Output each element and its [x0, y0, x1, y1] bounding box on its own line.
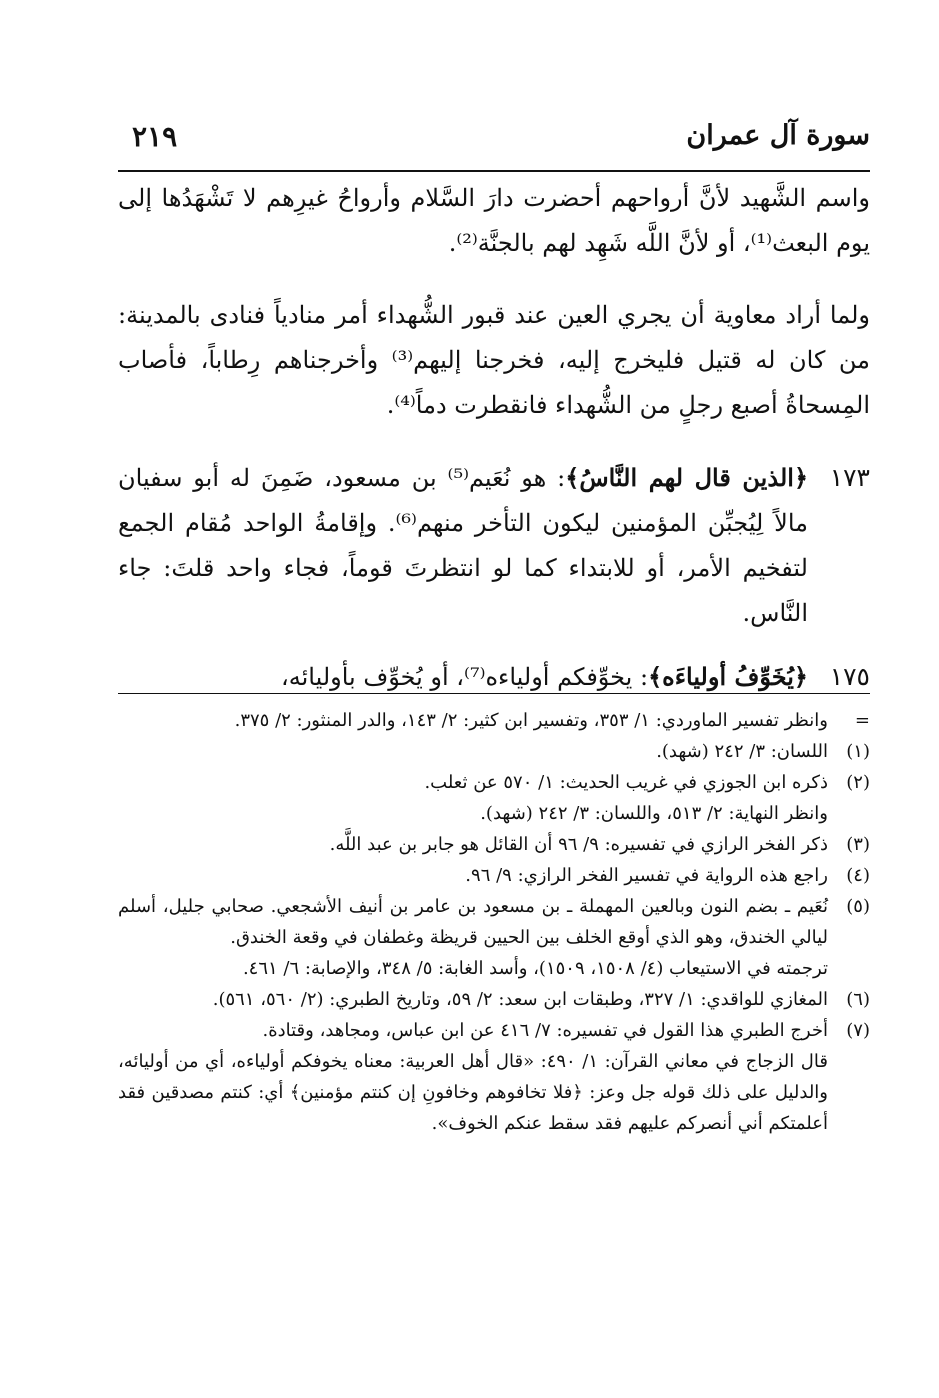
footnote-4	[118, 860, 870, 891]
verse-commentary-text	[118, 455, 808, 636]
surah-title: سورة آل عمران	[686, 120, 870, 151]
footnote-rule	[118, 693, 870, 694]
header-rule	[118, 170, 870, 172]
verse-number: ١٧٣	[829, 463, 870, 492]
footnote-5	[118, 891, 870, 984]
footnote-continued	[118, 705, 870, 736]
commentary: : يخوِّفكم أولياءه⁽⁷⁾، أو يُخوِّف بأوليائه،	[280, 663, 649, 691]
footnote-text: قال الزجاج في معاني القرآن: ١/ ٤٩٠: «قال أهل العربية: معناه يخوفكم أولياءه، أي من أوليائه، والدليل على ذلك قوله جل وعز: ﴿فلا تخافوهم وخافونِ إن كنتم مؤمنين﴾ أي: كنتم مصدقين فقد أعلمتكم أني أنصركم عليهم فقد سقط عنكم الخوف».	[118, 1051, 828, 1134]
footnote-text: اللسان: ٣/ ٢٤٢ (شهد).	[656, 741, 828, 762]
quran-quote: ﴿الذين قال لهم النَّاسُ﴾	[565, 463, 809, 492]
footnote-mark: (٧)	[846, 1020, 870, 1041]
footnote-mark: (١)	[846, 741, 870, 762]
footnote-text: وانظر تفسير الماوردي: ١/ ٣٥٣، وتفسير ابن كثير: ٢/ ١٤٣، والدر المنثور: ٢/ ٣٧٥.	[234, 710, 828, 731]
footnote-6	[118, 984, 870, 1015]
footnote-mark: (٥)	[846, 896, 870, 917]
footnote-text: ذكر الفخر الرازي في تفسيره: ٩/ ٩٦ أن القائل هو جابر بن عبد اللَّه.	[329, 834, 828, 855]
footnote-mark: (٤)	[846, 865, 870, 886]
verse-173-commentary	[118, 455, 870, 636]
footnote-mark: (٢)	[846, 772, 870, 793]
footnote-text: راجع هذه الرواية في تفسير الفخر الرازي: ٩/ ٩٦.	[465, 865, 828, 886]
page-header	[118, 120, 870, 160]
commentary: : هو نُعَيم⁽⁵⁾ بن مسعود، ضَمِنَ له أبو سفيان مالاً لِيُجبِّن المؤمنين ليكون التأخر منهم⁽⁶⁾. وإقامةُ الواحد مُقام الجمع لتفخيم الأمر، أو للابتداء كما لو انتظرتَ قوماً، فجاء واحد قلتَ: جاء النَّاس.	[118, 464, 808, 627]
footnote-7	[118, 1015, 870, 1139]
footnotes	[118, 705, 870, 1139]
footnote-text: ترجمته في الاستيعاب (٤/ ١٥٠٨، ١٥٠٩)، وأسد الغابة: ٥/ ٣٤٨، والإصابة: ٦/ ٤٦١.	[242, 958, 828, 979]
footnote-3	[118, 829, 870, 860]
footnote-mark: =	[854, 710, 870, 731]
footnote-text: أخرج الطبري هذا القول في تفسيره: ٧/ ٤١٦ عن ابن عباس، ومجاهد، وقتادة.	[262, 1020, 828, 1041]
verse-number: ١٧٥	[829, 662, 870, 691]
footnote-text: نُعَيم ـ بضم النون وبالعين المهملة ـ بن مسعود بن عامر بن أنيف الأشجعي. صحابي جليل، أسلم ليالي الخندق، وهو الذي أوقع الخلف بين الحيين قريظة وغطفان في وقعة الخندق.	[118, 896, 828, 948]
footnote-2	[118, 767, 870, 829]
paragraph-muawiya: ولما أراد معاوية أن يجري العين عند قبور الشُّهداء أمر منادياً فنادى بالمدينة: من كان له قتيل فليخرج إليه، فخرجنا إليهم⁽³⁾ وأخرجناهم رِطاباً، فأصاب المِسحاةُ أصبع رجلٍ من الشُّهداء فانقطرت دماً⁽⁴⁾.	[118, 301, 870, 419]
footnote-mark: (٦)	[846, 989, 870, 1010]
main-text	[118, 176, 870, 700]
page-number: ٢١٩	[132, 120, 178, 153]
footnote-text: المغازي للواقدي: ١/ ٣٢٧، وطبقات ابن سعد: ٢/ ٥٩، وتاريخ الطبري: (٢/ ٥٦٠، ٥٦١).	[212, 989, 828, 1010]
quran-quote: ﴿يُخَوِّفُ أولياءَه﴾	[648, 662, 808, 691]
footnote-mark: (٣)	[846, 834, 870, 855]
paragraph-shahid: واسم الشَّهيد لأنَّ أرواحهم أحضرت دارَ السَّلام وأرواحُ غيرِهم لا تَشْهَدُها إلى يوم البعث⁽¹⁾، أو لأنَّ اللَّه شَهِد لهم بالجنَّة⁽²⁾.	[118, 184, 870, 257]
footnote-text: ذكره ابن الجوزي في غريب الحديث: ١/ ٥٧٠ عن ثعلب.	[424, 772, 828, 793]
footnote-text: وانظر النهاية: ٢/ ٥١٣، واللسان: ٣/ ٢٤٢ (شهد).	[480, 803, 828, 824]
footnote-1	[118, 736, 870, 767]
